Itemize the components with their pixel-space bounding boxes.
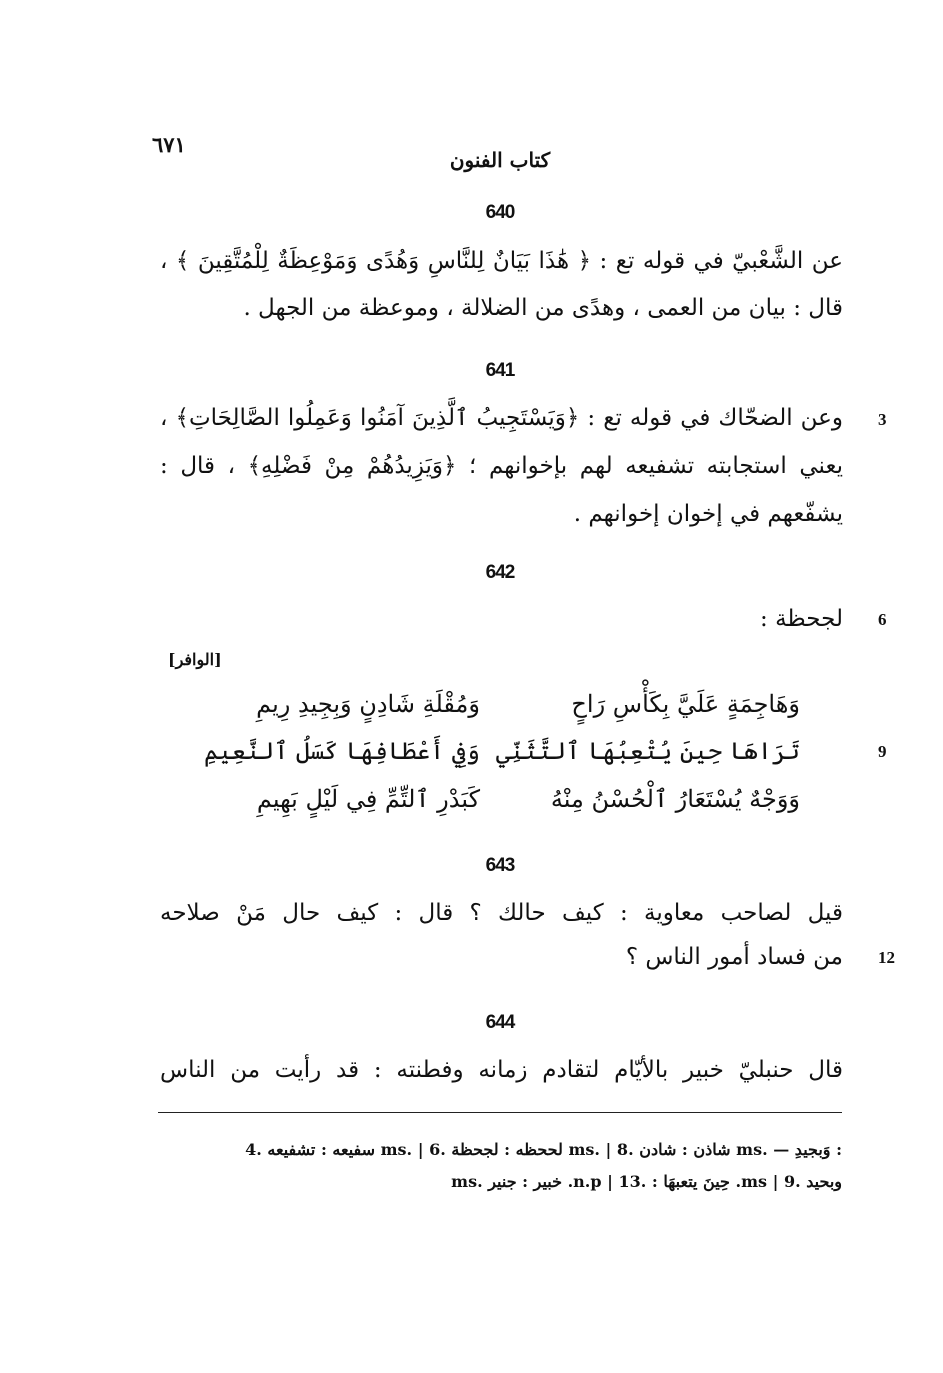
footnote-line-2: وبحيد .ms | 9. حِينَ يتعبهَا : .n.p | 13. خبير : جنير .ms — [451, 1172, 842, 1191]
entry-640-line-2: قال : بيان من العمى ، وهدًى من الضلالة ، وموعظة من الجهل . — [243, 295, 843, 321]
margin-line-number-12: 12 — [878, 948, 895, 967]
verse-2 — [200, 737, 800, 777]
entry-641-line-2: يعني استجابته تشفيعه لهم بإخوانهم ؛ ﴿وَيَزِيدُهُمْ مِنْ فَضْلِهِ﴾ ، قال : — [160, 453, 843, 479]
entry-number-644: 644 — [485, 1012, 515, 1033]
entry-643-line-1: قيل لصاحب معاوية : كيف حالك ؟ قال : كيف حال مَنْ صلاحه — [160, 900, 843, 926]
verse-3-second-hemistich: كَبَدْرِ ٱلتِّمِّ فِي لَيْلٍ بَهِيمِ — [256, 785, 480, 813]
entry-641-line-3: يشفّعهم في إخوان إخوانهم . — [573, 501, 843, 527]
footnote-rule — [158, 1112, 842, 1113]
verse-2-first-hemistich: تَرَاهَا حِينَ يُتْعِبُهَا ٱلتَّثَنِّي — [495, 737, 800, 765]
entry-number-640: 640 — [485, 202, 515, 223]
poem-meter: [الوافر] — [168, 650, 222, 669]
verse-1-second-hemistich: وَمُقْلَةِ شَادِنٍ وَبِجِيدِ رِيمِ — [256, 690, 480, 718]
verse-3 — [200, 785, 800, 825]
footnote-line-1: : وَبجيدِ — .ms شاذن : شادن .8 | .ms لححظه : لجحظة .6 | .ms سفيعه : تشفيعه .4 — [245, 1140, 842, 1159]
margin-line-number-3: 3 — [878, 410, 887, 429]
margin-line-number-9: 9 — [878, 742, 887, 761]
verse-2-second-hemistich: وَفِي أَعْطَافِهَا كَسَلُ ٱلنَّعِيمِ — [203, 737, 480, 765]
entry-644-line-1: قال حنبليّ خبير بالأيّام لتقادم زمانه وفطنته : قد رأيت من الناس — [160, 1057, 843, 1083]
entry-642-intro: لجحظة : — [760, 606, 843, 632]
entry-number-641: 641 — [485, 360, 515, 381]
verse-3-first-hemistich: وَوَجْهٌ يُسْتَعَارُ ٱلْحُسْنُ مِنْهُ — [550, 785, 800, 813]
entry-641-line-1: وعن الضحّاك في قوله تع : ﴿وَيَسْتَجِيبُ ٱلَّذِينَ آمَنُوا وَعَمِلُوا الصَّالِحَاتِ﴾ ، — [160, 405, 843, 431]
verse-1-first-hemistich: وَهَاجِمَةٍ عَلَيَّ بِكَأْسِ رَاحٍ — [571, 690, 800, 718]
entry-number-642: 642 — [485, 562, 515, 583]
running-title: كتاب الفنون — [449, 148, 551, 172]
verse-1 — [200, 690, 800, 730]
margin-line-number-6: 6 — [878, 610, 887, 629]
page-number: ٦٧١ — [152, 132, 186, 157]
entry-643-line-2: من فساد أمور الناس ؟ — [625, 944, 843, 970]
entry-640-line-1: عن الشَّعْبيّ في قوله تع : ﴿ هَٰذَا بَيَانٌ لِلنَّاسِ وَهُدًى وَمَوْعِظَةٌ لِلْمُتَّقِينَ ﴾ ، — [160, 248, 843, 274]
entry-number-643: 643 — [485, 855, 515, 876]
